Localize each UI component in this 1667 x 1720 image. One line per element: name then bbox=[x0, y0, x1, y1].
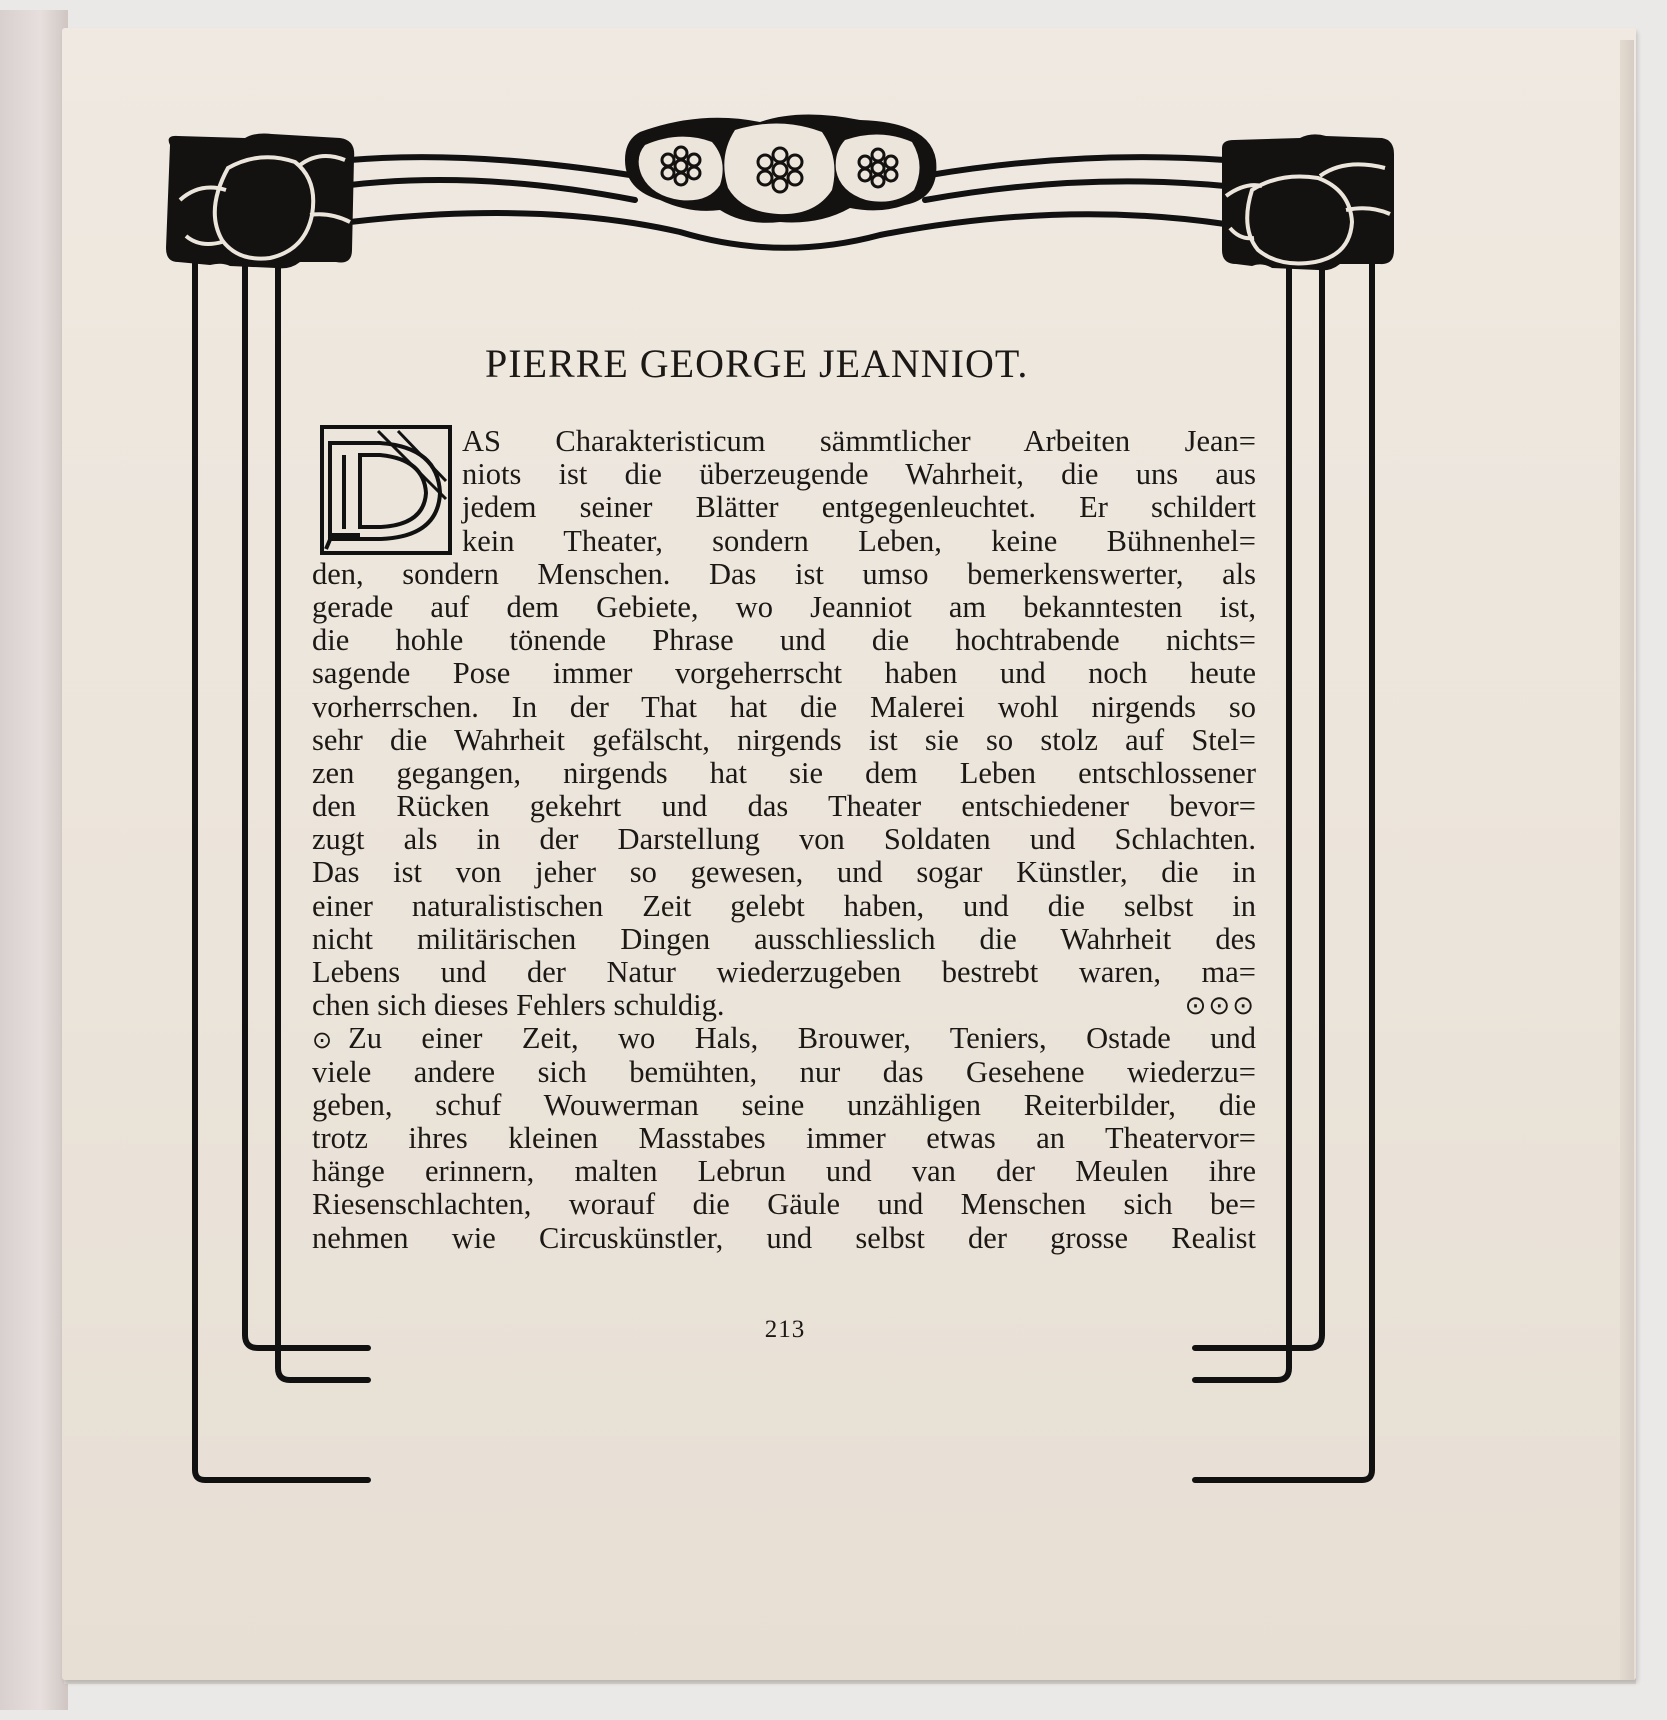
text-line: die hohle tönende Phrase und die hochtrabende nichts= bbox=[312, 624, 1256, 658]
text-line: AS Charakteristicum sämmtlicher Arbeiten Jean= bbox=[462, 425, 1256, 458]
text-line: hänge erinnern, malten Lebrun und van der Meulen ihre bbox=[312, 1155, 1256, 1189]
text-line: niots ist die überzeugende Wahrheit, die uns aus bbox=[462, 458, 1256, 492]
paragraph-start-line bbox=[312, 1022, 1256, 1055]
text-line: geben, schuf Wouwerman seine unzähligen Reiterbilder, die bbox=[312, 1088, 1256, 1122]
paragraph-start-ornament-icon: ⊙ bbox=[312, 1028, 333, 1055]
text-line: jedem seiner Blätter entgegenleuchtet. Er schildert bbox=[462, 491, 1256, 525]
text-line: zugt als in der Darstellung von Soldaten und Schlachten. bbox=[312, 823, 1256, 857]
text-line: vorherrschen. In der That hat die Malerei wohl nirgends so bbox=[312, 690, 1256, 724]
left-corner-flower-icon bbox=[166, 134, 354, 269]
text-line: kein Theater, sondern Leben, keine Bühnenhel= bbox=[462, 524, 1256, 558]
text-line: nehmen wie Circuskünstler, und selbst der grosse Realist bbox=[312, 1221, 1256, 1255]
text-line: Das ist von jeher so gewesen, und sogar Künstler, die in bbox=[312, 856, 1256, 890]
text-line: den, sondern Menschen. Das ist umso bemerkenswerter, als bbox=[312, 557, 1256, 591]
text-line: gerade auf dem Gebiete, wo Jeanniot am bekanntesten ist, bbox=[312, 590, 1256, 624]
article-title: PIERRE GEORGE JEANNIOT. bbox=[485, 341, 1029, 386]
text-line: Zu einer Zeit, wo Hals, Brouwer, Teniers, Ostade und bbox=[348, 1022, 1256, 1056]
text-line: sagende Pose immer vorgeherrscht haben und noch heute bbox=[312, 657, 1256, 691]
right-corner-flower-icon bbox=[1222, 134, 1394, 270]
text-line: trotz ihres kleinen Masstabes immer etwas an Theatervor= bbox=[312, 1121, 1256, 1155]
article-body bbox=[312, 425, 1256, 1255]
text-line: chen sich dieses Fehlers schuldig. bbox=[312, 988, 725, 1023]
text-line: den Rücken gekehrt und das Theater entschiedener bevor= bbox=[312, 790, 1256, 824]
text-line: viele andere sich bemühten, nur das Gesehene wiederzu= bbox=[312, 1055, 1256, 1089]
text-line: Riesenschlachten, worauf die Gäule und Menschen sich be= bbox=[312, 1188, 1256, 1222]
text-line: einer naturalistischen Zeit gelebt haben, und die selbst in bbox=[312, 889, 1256, 923]
text-line: zen gegangen, nirgends hat sie dem Leben entschlossener bbox=[312, 756, 1256, 790]
text-line: Lebens und der Natur wiederzugeben bestrebt waren, ma= bbox=[312, 956, 1256, 989]
text-line: sehr die Wahrheit gefälscht, nirgends ist sie so stolz auf Stel= bbox=[312, 723, 1256, 757]
paragraph-end-ornament-icon: ⊙⊙⊙ bbox=[1184, 991, 1256, 1021]
page-number: 213 bbox=[764, 1316, 806, 1343]
paragraph-end-line bbox=[312, 989, 1256, 1022]
central-flower-cartouche-icon bbox=[625, 114, 936, 222]
text-line: nicht militärischen Dingen ausschliesslich die Wahrheit des bbox=[312, 922, 1256, 956]
